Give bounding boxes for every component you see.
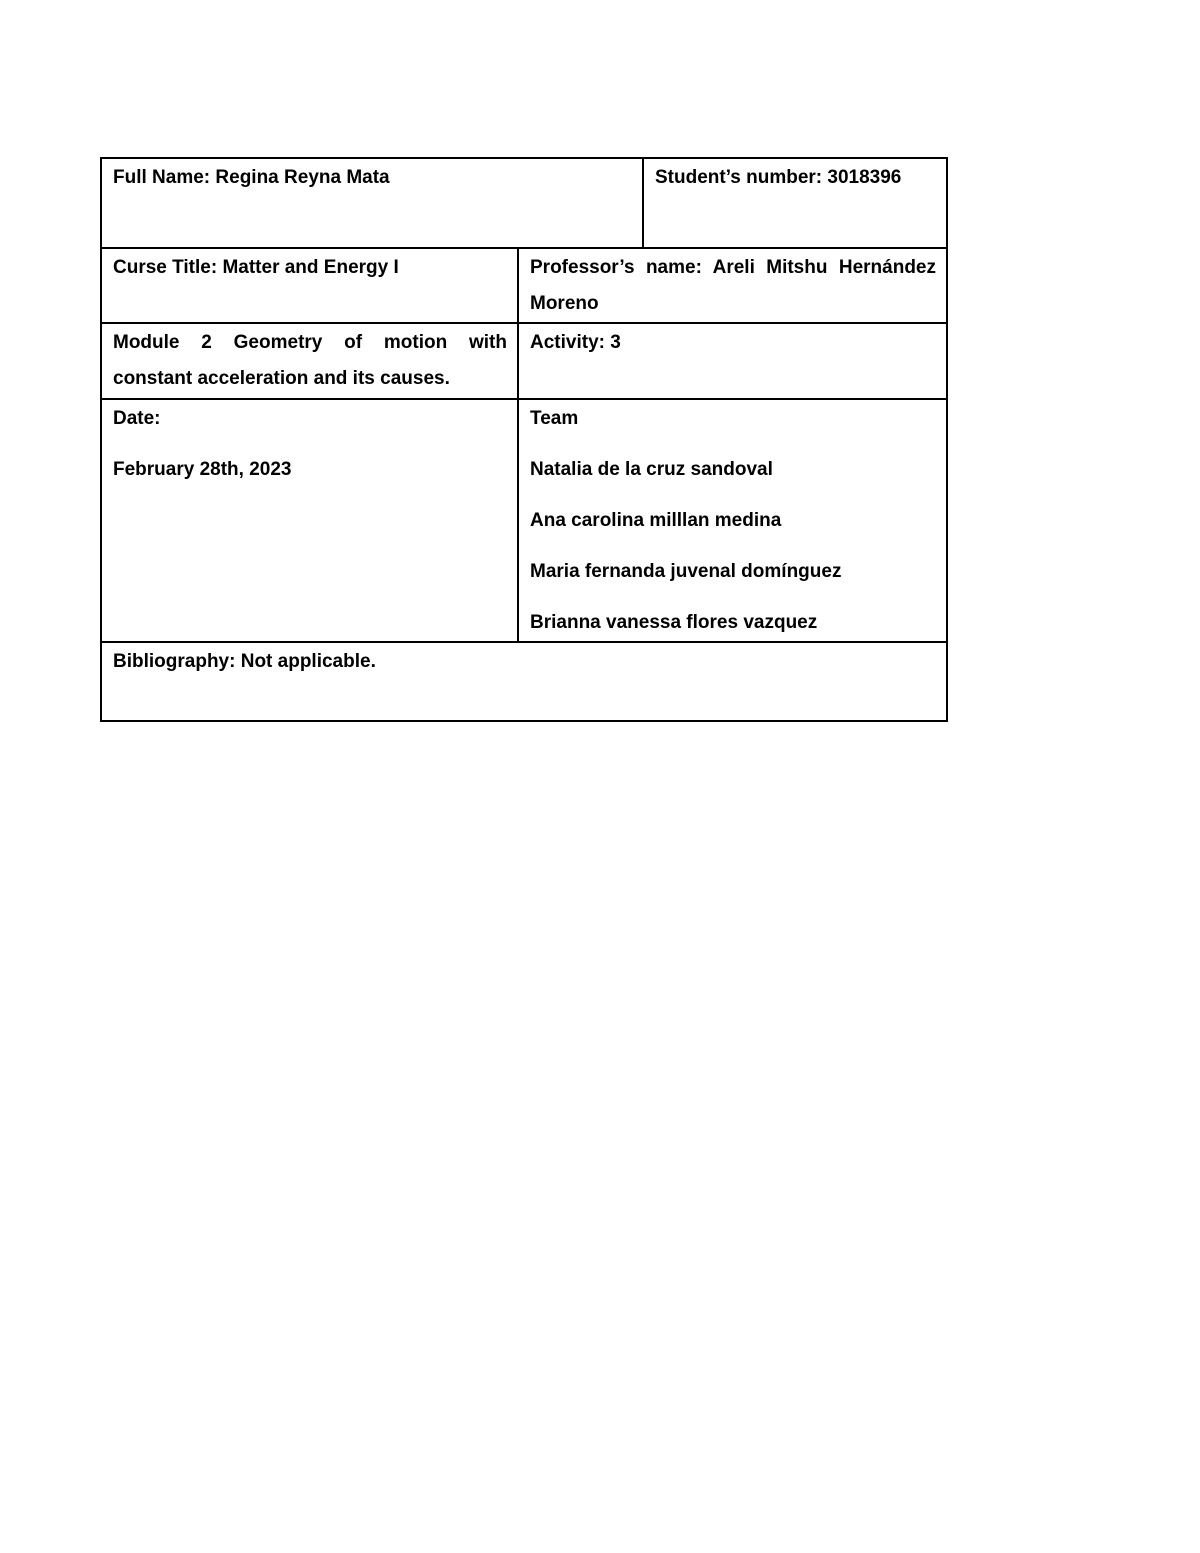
full-name-text: Full Name: Regina Reyna Mata xyxy=(113,167,390,188)
date-value: February 28th, 2023 xyxy=(113,459,292,480)
module-cell xyxy=(102,324,517,398)
team-cell xyxy=(517,400,946,641)
student-number-cell xyxy=(642,159,946,247)
cover-table xyxy=(100,157,948,722)
course-title-cell xyxy=(102,249,517,322)
activity-text: Activity: 3 xyxy=(530,332,621,353)
table-row-course xyxy=(100,249,948,324)
professor-cell xyxy=(517,249,946,322)
module-text: Module 2 Geometry of motion with constant acceleration and its causes. xyxy=(113,332,507,389)
bibliography-cell xyxy=(102,643,946,720)
table-row-date-team xyxy=(100,400,948,643)
team-member: Natalia de la cruz sandoval xyxy=(530,459,773,480)
date-label: Date: xyxy=(113,408,161,429)
team-member: Ana carolina milllan medina xyxy=(530,510,782,531)
date-cell xyxy=(102,400,517,641)
course-title-text: Curse Title: Matter and Energy I xyxy=(113,257,399,278)
full-name-cell xyxy=(102,159,642,247)
activity-cell xyxy=(517,324,946,398)
bibliography-text: Bibliography: Not applicable. xyxy=(113,651,376,672)
table-row-bibliography xyxy=(100,643,948,722)
team-member: Brianna vanessa flores vazquez xyxy=(530,612,818,633)
team-member: Maria fernanda juvenal domínguez xyxy=(530,561,842,582)
professor-text: Professor’s name: Areli Mitshu Hernández Moreno xyxy=(530,257,936,314)
table-row-name xyxy=(100,157,948,249)
team-label: Team xyxy=(530,408,579,429)
table-row-module xyxy=(100,324,948,400)
student-number-text: Student’s number: 3018396 xyxy=(655,167,902,188)
